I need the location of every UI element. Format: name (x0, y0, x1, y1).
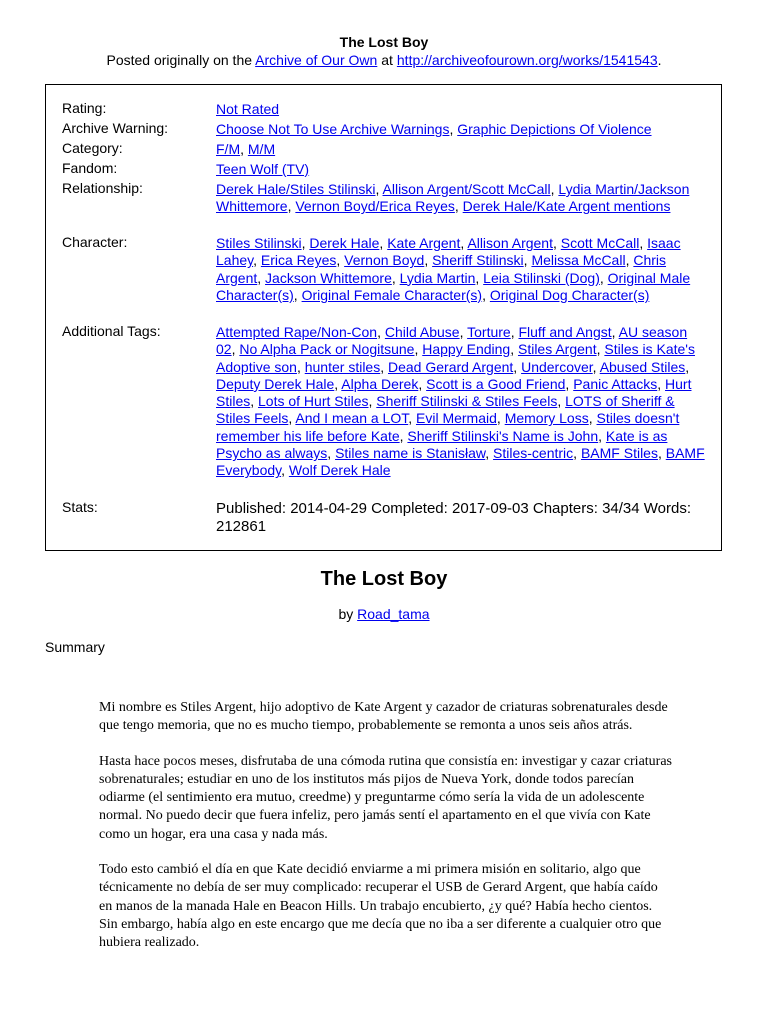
posted-prefix: Posted originally on the (106, 52, 253, 68)
posted-at: at (381, 52, 393, 68)
work-title: The Lost Boy (320, 568, 448, 590)
fandom-label: Fandom: (62, 160, 118, 176)
character-link[interactable]: Vernon Boyd (344, 252, 425, 269)
work-url-link[interactable]: http://archiveofourown.org/works/1541543 (396, 52, 658, 68)
fandom-link[interactable]: Teen Wolf (TV) (216, 161, 310, 177)
character-link[interactable]: Erica Reyes (260, 252, 337, 269)
rating-link[interactable]: Not Rated (216, 101, 280, 117)
tag-link[interactable]: Stiles name is Stanisław (335, 445, 486, 462)
tag-link[interactable]: LOTS of Sheriff & Stiles Feels (216, 393, 675, 427)
category-link[interactable]: M/M (247, 141, 276, 157)
tag-link[interactable]: Alpha Derek (341, 375, 419, 392)
tag-link[interactable]: Stiles is Kate's Adoptive son (216, 341, 695, 375)
tag-link[interactable]: Memory Loss (504, 410, 589, 427)
stats-value: Published: 2014-04-29 Completed: 2017-09-03 Chapters: 34/34 Words: 212861 (216, 500, 692, 535)
summary-paragraph: Hasta hace pocos meses, disfrutaba de una cómoda rutina que consistía en: investigar y cazar criaturas sobrenaturales; estudiar en uno de los institutos más pijos de Nueva York, donde todos parecían odiarme (el sentimiento era mutuo, creedme) y preguntarme cómo sería la vida de un adolescente normal. No puedo decir que fuera infeliz, pero jamás sentí el apartamento en el que vivía con Kate como un hogar, era una casa y nada más. (99, 753, 673, 842)
character-link[interactable]: Melissa McCall (531, 252, 626, 269)
character-value: Stiles Stilinski, Derek Hale, Kate Argent, Allison Argent, Scott McCall, Isaac Lahey, Erica Reyes, Vernon Boyd, Sheriff Stilinski, Melissa McCall, Chris Argent, Jackson Whittemore, Lydia Martin, Leia Stilinski (Dog), Original Male Character(s), Original Female Character(s), Original Dog Character(s) (216, 235, 691, 303)
posted-line (0, 52, 768, 69)
tag-link[interactable]: No Alpha Pack or Nogitsune (239, 341, 415, 358)
tag-link[interactable]: BAMF Everybody (216, 445, 705, 479)
character-link[interactable]: Derek Hale (309, 235, 380, 251)
tag-link[interactable]: Stiles Argent (517, 341, 597, 358)
summary-heading: Summary (45, 639, 105, 655)
warning-value: Choose Not To Use Archive Warnings, Graphic Depictions Of Violence (216, 121, 652, 137)
tag-link[interactable]: Panic Attacks (573, 375, 658, 392)
archive-link[interactable]: Archive of Our Own (255, 52, 378, 68)
relationship-link[interactable]: Allison Argent/Scott McCall (382, 181, 551, 197)
tag-link[interactable]: Lots of Hurt Stiles (258, 393, 369, 410)
tag-link[interactable]: Wolf Derek Hale (288, 462, 391, 479)
character-link[interactable]: Chris Argent (216, 252, 667, 286)
tag-link[interactable]: Child Abuse (384, 324, 460, 340)
author-link[interactable]: Road_tama (357, 606, 430, 622)
tag-link[interactable]: Sheriff Stilinski's Name is John (407, 427, 599, 444)
tag-link[interactable]: Torture (467, 324, 511, 340)
character-link[interactable]: Sheriff Stilinski (432, 252, 524, 269)
tag-link[interactable]: Abused Stiles (599, 358, 686, 375)
warning-label: Archive Warning: (62, 120, 169, 136)
character-link[interactable]: Scott McCall (560, 235, 640, 251)
character-link[interactable]: Leia Stilinski (Dog) (483, 269, 600, 286)
tag-link[interactable]: Hurt Stiles (216, 375, 692, 410)
character-link[interactable]: Kate Argent (387, 235, 461, 251)
relationship-value: Derek Hale/Stiles Stilinski, Allison Argent/Scott McCall, Lydia Martin/Jackson Whittemore, Vernon Boyd/Erica Reyes, Derek Hale/Kate Argent mentions (216, 181, 690, 215)
tag-link[interactable]: Stiles doesn't remember his life before Kate (216, 410, 680, 444)
tag-link[interactable]: Evil Mermaid (416, 410, 497, 427)
posted-period: . (657, 52, 662, 68)
relationship-link[interactable]: Lydia Martin/Jackson Whittemore (216, 181, 690, 215)
character-link[interactable]: Allison Argent (467, 235, 553, 251)
tags-label: Additional Tags: (62, 323, 161, 339)
category-link[interactable]: F/M (216, 141, 241, 157)
tag-link[interactable]: Sheriff Stilinski & Stiles Feels (376, 393, 558, 410)
character-link[interactable]: Jackson Whittemore (265, 269, 392, 286)
work-metadata-box (45, 84, 722, 551)
tag-link[interactable]: Stiles-centric (493, 445, 574, 462)
character-link[interactable]: Original Dog Character(s) (489, 286, 650, 303)
rating-label: Rating: (62, 100, 107, 116)
character-link[interactable]: Original Male Character(s) (216, 269, 691, 303)
tags-value: Attempted Rape/Non-Con, Child Abuse, Torture, Fluff and Angst, AU season 02, No Alpha Pack or Nogitsune, Happy Ending, Stiles Argent, Stiles is Kate's Adoptive son, hunter stiles, Dead Gerard Argent, Undercover, Abused Stiles, Deputy Derek Hale, Alpha Derek, Scott is a Good Friend, Panic Attacks, Hurt Stiles, Lots of Hurt Stiles, Sheriff Stilinski & Stiles Feels, LOTS of Sheriff & Stiles Feels, And I mean a LOT, Evil Mermaid, Memory Loss, Stiles doesn't remember his life before Kate, Sheriff Stilinski's Name is John, Kate is as Psycho as always, Stiles name is Stanisław, Stiles-centric, BAMF Stiles, BAMF Everybody, Wolf Derek Hale (216, 324, 705, 479)
character-link[interactable]: Isaac Lahey (216, 235, 681, 269)
tag-link[interactable]: Deputy Derek Hale (216, 375, 335, 392)
tag-link[interactable]: Scott is a Good Friend (426, 375, 566, 392)
relationship-label: Relationship: (62, 180, 143, 196)
tag-link[interactable]: Kate is as Psycho as always (216, 427, 668, 462)
summary-paragraph: Todo esto cambió el día en que Kate decidió enviarme a mi primera misión en solitario, algo que técnicamente no debía de ser muy complicado: recuperar el USB de Gerard Argent, que había caído en manos de la manada Hale en Beacon Hills. Un trabajo encubierto, ¿y qué? Había hecho cientos. Sin embargo, había algo en este encargo que me decía que no iba a ser diferente a cualquier otro que hubiera realizado. (99, 862, 662, 951)
tag-link[interactable]: Attempted Rape/Non-Con (216, 324, 378, 340)
category-label: Category: (62, 140, 123, 156)
byline-by: by (338, 606, 354, 622)
tag-link[interactable]: Fluff and Angst (518, 324, 612, 340)
relationship-link[interactable]: Derek Hale/Stiles Stilinski (216, 181, 376, 197)
warning-link[interactable]: Graphic Depictions Of Violence (457, 121, 652, 137)
tag-link[interactable]: Dead Gerard Argent (388, 358, 514, 375)
character-link[interactable]: Stiles Stilinski (216, 235, 302, 251)
document-title: The Lost Boy (339, 34, 429, 50)
tag-link[interactable]: Undercover (521, 358, 593, 375)
category-value: F/M, M/M (216, 141, 276, 157)
fandom-value (216, 161, 708, 178)
byline (0, 606, 768, 623)
tag-link[interactable]: AU season 02 (216, 324, 688, 358)
tag-link[interactable]: hunter stiles (304, 358, 381, 375)
summary-text (99, 699, 674, 970)
relationship-link[interactable]: Vernon Boyd/Erica Reyes (295, 198, 455, 215)
character-label: Character: (62, 234, 128, 250)
tag-link[interactable]: BAMF Stiles (580, 445, 658, 462)
tag-link[interactable]: Happy Ending (422, 341, 511, 358)
character-link[interactable]: Lydia Martin (399, 269, 476, 286)
tag-link[interactable]: And I mean a LOT (295, 410, 409, 427)
stats-label: Stats: (62, 499, 98, 515)
relationship-link[interactable]: Derek Hale/Kate Argent mentions (462, 198, 671, 215)
rating-value (216, 101, 708, 118)
summary-paragraph: Mi nombre es Stiles Argent, hijo adoptivo de Kate Argent y cazador de criaturas sobrenaturales desde que tengo memoria, que no es mucho tiempo, probablemente se remonta a unos seis años atrás. (99, 700, 668, 734)
warning-link[interactable]: Choose Not To Use Archive Warnings (216, 121, 450, 137)
character-link[interactable]: Original Female Character(s) (301, 286, 483, 303)
